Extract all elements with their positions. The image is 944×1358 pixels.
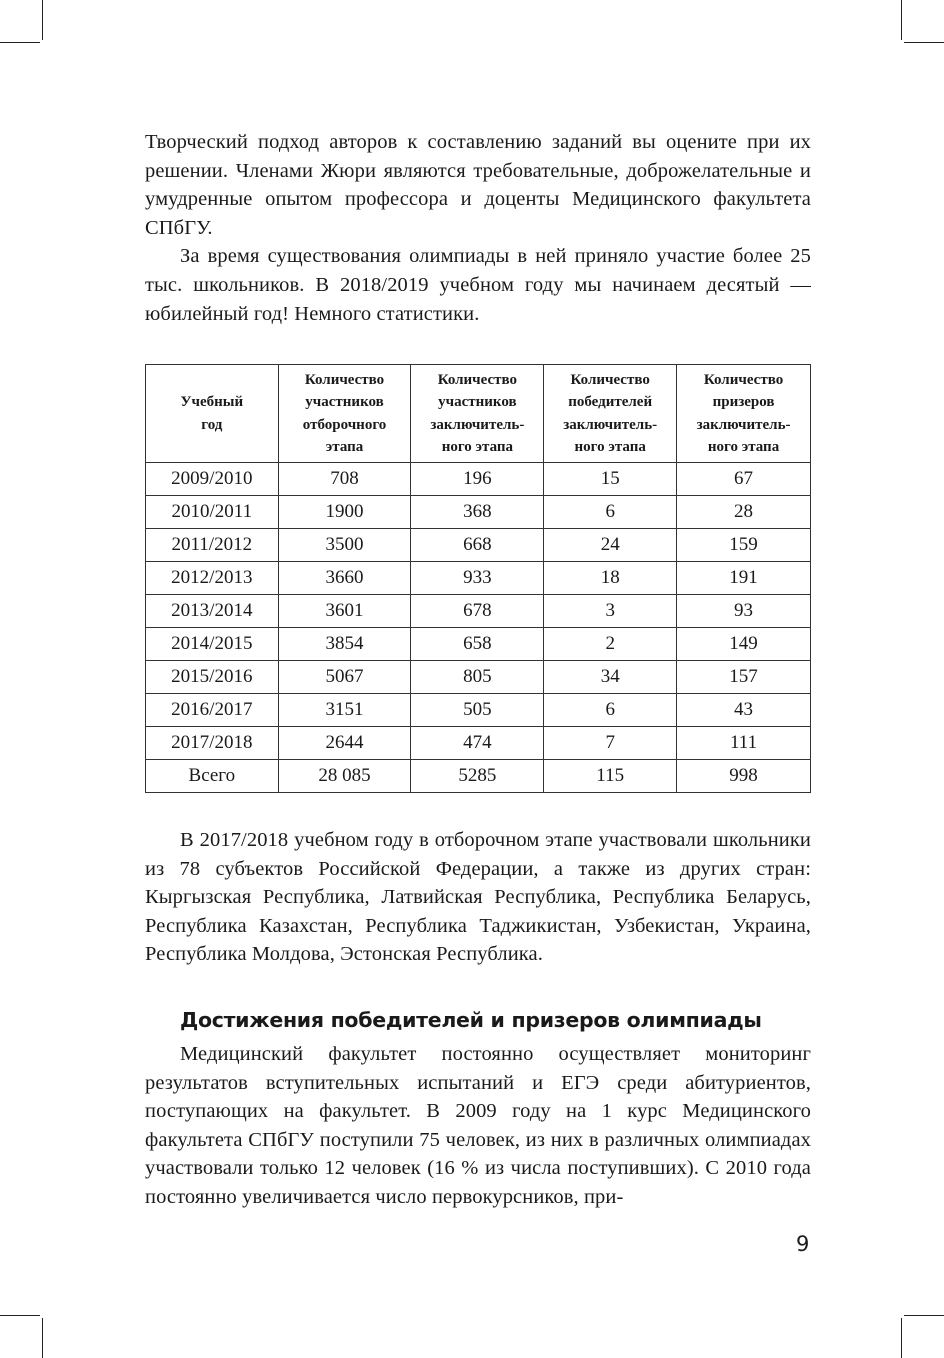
cell-value: 6 (544, 694, 677, 727)
countries-paragraph: В 2017/2018 учебном году в отборочном этапе участвовали школьники из 78 субъектов Российской Федерации, а также из других стран: Кыргызская Республика, Латвийская Республика, Республика Беларусь, Республика Казахстан, Республика Таджикистан, Узбекистан, Украина, Республика Молдова, Эстонская Республика. (145, 829, 811, 966)
crop-mark (42, 1318, 43, 1358)
cell-year: 2014/2015 (146, 628, 279, 661)
cell-value: 196 (411, 463, 544, 496)
col-header-final-participants: Количество участников заключитель-ного этапа (411, 365, 544, 463)
cell-value: 111 (677, 727, 811, 760)
cell-value: 159 (677, 529, 811, 562)
intro-section (145, 128, 811, 328)
col-header-year: Учебный год (146, 365, 279, 463)
cell-value: 3151 (278, 694, 411, 727)
cell-year: 2012/2013 (146, 562, 279, 595)
cell-value: 3854 (278, 628, 411, 661)
cell-value: 3500 (278, 529, 411, 562)
cell-value: 2 (544, 628, 677, 661)
intro-paragraph-2: За время существования олимпиады в ней приняло участие более 25 тыс. школьников. В 2018/2019 учебном году мы начинаем десятый — юбилейный год! Немного статистики. (145, 245, 811, 325)
cell-value: 24 (544, 529, 677, 562)
cell-total-label: Всего (146, 760, 279, 793)
cell-value: 43 (677, 694, 811, 727)
cell-value: 505 (411, 694, 544, 727)
cell-value: 34 (544, 661, 677, 694)
table-row (146, 628, 811, 661)
cell-year: 2009/2010 (146, 463, 279, 496)
cell-total: 5285 (411, 760, 544, 793)
table-row (146, 661, 811, 694)
statistics-table (145, 364, 811, 793)
table-total-row (146, 760, 811, 793)
cell-value: 1900 (278, 496, 411, 529)
achievements-section (145, 1040, 811, 1212)
section-heading: Достижения победителей и призеров олимпиады (180, 1008, 762, 1032)
cell-value: 6 (544, 496, 677, 529)
col-header-qualifying-participants: Количество участников отборочного этапа (278, 365, 411, 463)
crop-mark (42, 0, 43, 40)
table-row (146, 463, 811, 496)
cell-value: 2644 (278, 727, 411, 760)
cell-value: 7 (544, 727, 677, 760)
cell-year: 2013/2014 (146, 595, 279, 628)
cell-value: 474 (411, 727, 544, 760)
table-row (146, 529, 811, 562)
cell-value: 678 (411, 595, 544, 628)
cell-year: 2017/2018 (146, 727, 279, 760)
table-row (146, 694, 811, 727)
cell-year: 2016/2017 (146, 694, 279, 727)
cell-value: 3660 (278, 562, 411, 595)
cell-year: 2010/2011 (146, 496, 279, 529)
crop-mark (904, 42, 944, 43)
table-row (146, 562, 811, 595)
cell-value: 3601 (278, 595, 411, 628)
cell-value: 191 (677, 562, 811, 595)
crop-mark (0, 1315, 40, 1316)
cell-year: 2015/2016 (146, 661, 279, 694)
cell-value: 658 (411, 628, 544, 661)
cell-value: 368 (411, 496, 544, 529)
cell-value: 18 (544, 562, 677, 595)
achievements-paragraph: Медицинский факультет постоянно осуществляет мониторинг результатов вступительных испытаний и ЕГЭ среди абитуриентов, поступающих на факультет. В 2009 году на 1 курс Медицинского факультета СПбГУ поступили 75 человек, из них в различных олимпиадах участвовали только 12 человек (16 % из числа поступивших). С 2010 года постоянно увеличивается число первокурсников, при- (145, 1043, 811, 1208)
cell-value: 5067 (278, 661, 411, 694)
crop-mark (901, 1318, 902, 1358)
cell-value: 3 (544, 595, 677, 628)
countries-section (145, 826, 811, 969)
cell-value: 93 (677, 595, 811, 628)
cell-value: 67 (677, 463, 811, 496)
col-header-final-prizewinners: Количество призеров заключитель-ного этапа (677, 365, 811, 463)
crop-mark (904, 1315, 944, 1316)
table-row (146, 496, 811, 529)
cell-value: 668 (411, 529, 544, 562)
cell-year: 2011/2012 (146, 529, 279, 562)
cell-value: 805 (411, 661, 544, 694)
table-header-row (146, 365, 811, 463)
col-header-final-winners: Количество победителей заключитель-ного этапа (544, 365, 677, 463)
table-row (146, 595, 811, 628)
intro-paragraph-1: Творческий подход авторов к составлению заданий вы оцените при их решении. Членами Жюри являются требовательные, доброжелательные и умудренные опытом профессора и доценты Медицинского факультета СПбГУ. (145, 131, 811, 239)
page-number: 9 (796, 1232, 810, 1256)
cell-value: 28 (677, 496, 811, 529)
cell-value: 149 (677, 628, 811, 661)
cell-value: 708 (278, 463, 411, 496)
crop-mark (0, 42, 40, 43)
crop-mark (901, 0, 902, 40)
cell-total: 28 085 (278, 760, 411, 793)
cell-value: 933 (411, 562, 544, 595)
cell-total: 998 (677, 760, 811, 793)
cell-total: 115 (544, 760, 677, 793)
cell-value: 157 (677, 661, 811, 694)
cell-value: 15 (544, 463, 677, 496)
table-row (146, 727, 811, 760)
